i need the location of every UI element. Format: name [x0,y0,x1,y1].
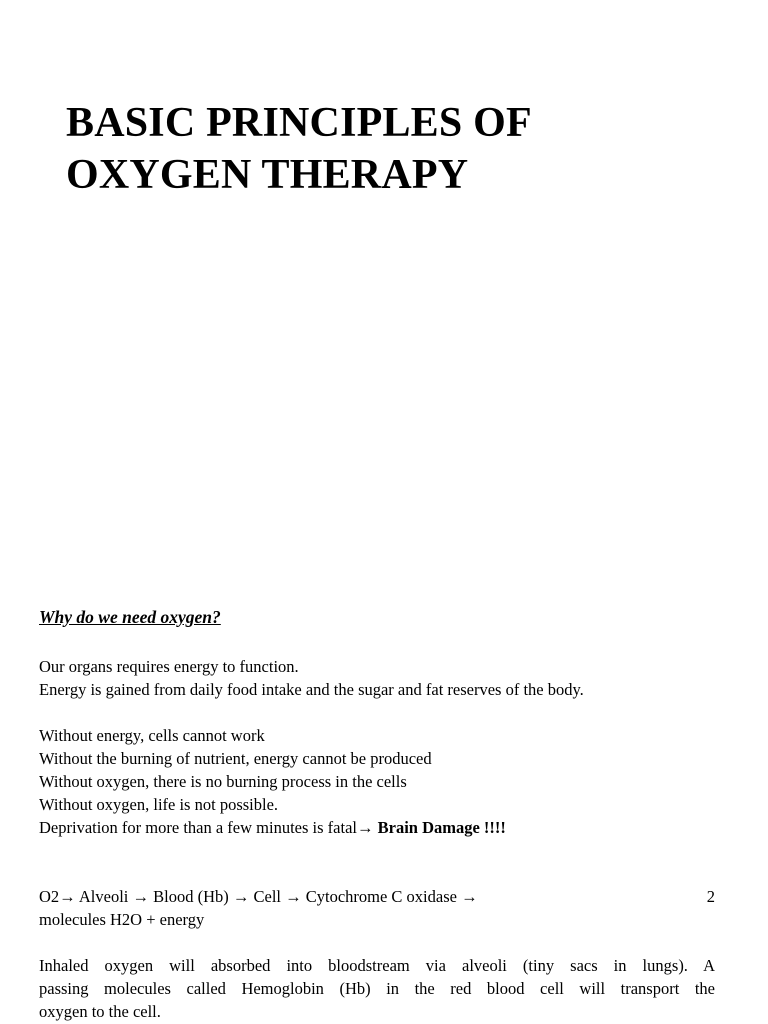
pathway-count: 2 [706,887,715,906]
pathway-line-2 [39,908,715,931]
pathway-line-1 [39,885,715,908]
transport-paragraph [39,954,715,1023]
document-title [66,97,532,201]
text-line: Energy is gained from daily food intake and the sugar and fat reserves of the body. [39,680,584,699]
pathway-result: molecules H2O + energy [39,910,205,929]
fatal-line [39,816,715,839]
title-line-1: BASIC PRINCIPLES OF [66,100,532,146]
without-energy-block [39,724,715,839]
paragraph-line: passing molecules called Hemoglobin (Hb) in the red blood cell will transport the [39,979,715,998]
text-line: Without oxygen, life is not possible. [39,795,279,814]
text-line: Without the burning of nutrient, energy cannot be produced [39,749,432,768]
intro-block [39,655,715,701]
pathway-text: O2→ Alveoli → Blood (Hb) → Cell → Cytochrome C oxidase → [39,887,478,906]
paragraph-line: Inhaled oxygen will absorbed into bloodstream via alveoli (tiny sacs in lungs). A [39,956,715,975]
text-line: Without energy, cells cannot work [39,726,265,745]
oxygen-pathway [39,885,715,931]
title-line-2: OXYGEN THERAPY [66,152,469,198]
text-line: Without oxygen, there is no burning process in the cells [39,772,407,791]
fatal-text: Deprivation for more than a few minutes is fatal→ [39,818,378,837]
text-line: Our organs requires energy to function. [39,657,299,676]
brain-damage-emphasis: Brain Damage !!!! [377,818,506,837]
paragraph-line: oxygen to the cell. [39,1002,161,1021]
section-heading: Why do we need oxygen? [39,607,221,627]
